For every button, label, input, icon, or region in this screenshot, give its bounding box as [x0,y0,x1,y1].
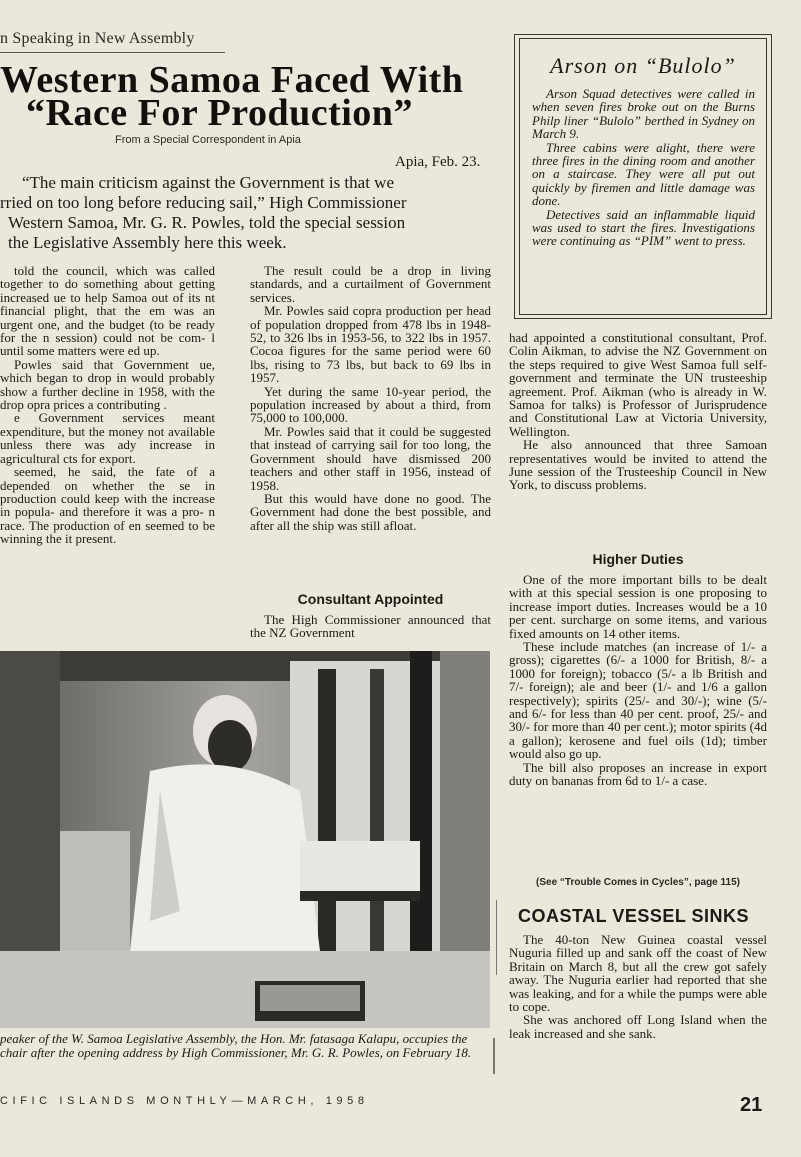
lede-line-4: the Legislative Assembly here this week. [8,233,287,252]
page-footer: CIFIC ISLANDS MONTHLY—MARCH, 1958 [0,1095,369,1107]
sidebar-paragraph: Detectives said an inflammable liquid was used to start the fires. Investigations were continuing as “PIM” went to press. [532,206,755,249]
article-column-2-continued [250,613,491,640]
subhead-consultant-appointed: Consultant Appointed [297,591,444,607]
vessel-headline: COASTAL VESSEL SINKS [518,906,750,926]
margin-bar [493,1038,495,1074]
section-kicker: n Speaking in New Assembly [0,30,195,47]
assembly-photo [0,651,490,1028]
col2-paragraph: Mr. Powles said copra production per head of population dropped from 478 lbs in 1948-52, to 326 lbs in 1953-56, to 322 lbs in 1957. Cocoa figures for the same period were 60 lbs, rising to 73 lbs, but back to 69 lbs in 1957. [250,303,491,386]
col1-paragraph: Powles said that Government ue, which began to drop in would probably show a further decline in 1958, with the drop opra prices a contributing . [0,356,215,413]
sidebar-box-inner [519,38,767,315]
sidebar-paragraph: Arson Squad detectives were called in when seven fires broke out on the Burns Philp liner “Bulolo” berthed in Sydney on March 9. [532,86,755,142]
lede-paragraph [0,173,490,253]
article-column-3-continued [509,573,767,788]
sidebar-text [532,87,755,248]
page-number: 21 [740,1094,763,1116]
col1-paragraph: told the council, which was called together to do something about getting increased ue to help Samoa out of its nt financial plight, that the em was an urgent one, and the budget (to be ready for the n session) could not be com- l until some matters were ed up. [0,263,215,359]
headline [0,64,495,130]
col1-paragraph: seemed, he said, the fate of a depended on whether the se in production could keep with the increase in popula- and therefore it was a pro- n race. The production of en seemed to be winning the it present. [0,464,215,547]
lede-line-1: “The main criticism against the Government is that we [22,173,394,192]
col1-paragraph: e Government services meant expenditure, but the money not available unless there was ady increase in agricultural cts for export. [0,410,215,466]
col3-paragraph: He also announced that three Samoan representatives would be invited to attend the June session of the Trusteeship Council in New York, to discuss problems. [509,437,767,493]
sidebar-title: Arson on “Bulolo” [550,53,736,78]
col2-paragraph: But this would have done no good. The Government had done the best possible, and after all the ship was still afloat. [250,490,491,533]
col3-paragraph: One of the more important bills to be dealt with at this special session is one proposing to increase import duties. Increases would be a 10 per cent. surcharge on some items, and various fixed amounts on 14 other items. [509,572,767,641]
sidebar-paragraph: Three cabins were alight, there were three fires in the dining room and another on a staircase. They were all put out quickly by firemen and little damage was done. [532,139,755,209]
col3-paragraph: These include matches (an increase of 1/- a gross); cigarettes (6/- a 1000 for British, 8/- a 1000 for foreign); tobacco (5/- a lb British and 7/- foreign); ale and beer (1/- and 1/6 a gallon respectively); spirits (25/- and 30/-); wine (5/- and 6/- for less than 40 per cent. proof, 25/- and 30/- for more than 40 per cent.); motor spirits (4d a gallon); kerosene and fuel oils (1d); timber would also go up. [509,639,767,762]
col2-paragraph: The High Commissioner announced that the NZ Government [250,612,491,641]
vessel-article [509,933,767,1040]
photo-caption: peaker of the W. Samoa Legislative Assembly, the Hon. Mr. fatasaga Kalapu, occupies the chair after the opening address by High Commissioner, Mr. G. R. Powles, on February 18. [0,1031,472,1060]
lede-line-2: rried on too long before reducing sail,” High Commissioner [0,193,407,212]
byline: From a Special Correspondent in Apia [115,134,301,146]
kicker-rule [0,52,225,53]
headline-line-2: “Race For Production” [26,92,413,130]
article-column-2 [250,264,491,532]
article-column-1 [0,264,215,546]
col2-paragraph: Yet during the same 10-year period, the population increased by about a third, from 75,000 to 100,000. [250,383,491,426]
col3-paragraph: The bill also proposes an increase in export duty on bananas from 6d to 1/- a case. [509,759,767,789]
vessel-paragraph: The 40-ton New Guinea coastal vessel Nuguria filled up and sank off the coast of New Britain on March 8, but all the crew got safely away. The Nuguria earlier had reported that she was leaking, and for a while the pumps were able to cope. [509,932,767,1015]
headline-line-1: Western Samoa Faced With [0,64,464,101]
lede-line-3: Western Samoa, Mr. G. R. Powles, told the special session [8,213,406,232]
col3-paragraph: had appointed a constitutional consultant, Prof. Colin Aikman, to advise the NZ Government on the steps required to give West Samoa full self-government and terminate the UN trusteeship agreement. Prof. Aikman (who is already in W. Samoa for talks) is Professor of Jurisprudence and Constitutional Law at Victoria University, Wellington. [509,330,767,439]
article-column-3 [509,331,767,492]
col2-paragraph: Mr. Powles said that it could be suggested that instead of carrying sail for too long, the Government should have dismissed 200 teachers and other staff in 1956, instead of 1958. [250,423,491,493]
vessel-divider [496,900,497,975]
subhead-higher-duties: Higher Duties [592,551,684,567]
dateline: Apia, Feb. 23. [395,154,481,170]
cross-reference: (See “Trouble Comes in Cycles”, page 115) [536,877,740,888]
assembly-photo-image [0,651,490,1028]
col2-paragraph: The result could be a drop in living standards, and a curtailment of Government services. [250,263,491,305]
vessel-paragraph: She was anchored off Long Island when the leak increased and she sank. [509,1012,767,1041]
sidebar-box [514,34,772,319]
